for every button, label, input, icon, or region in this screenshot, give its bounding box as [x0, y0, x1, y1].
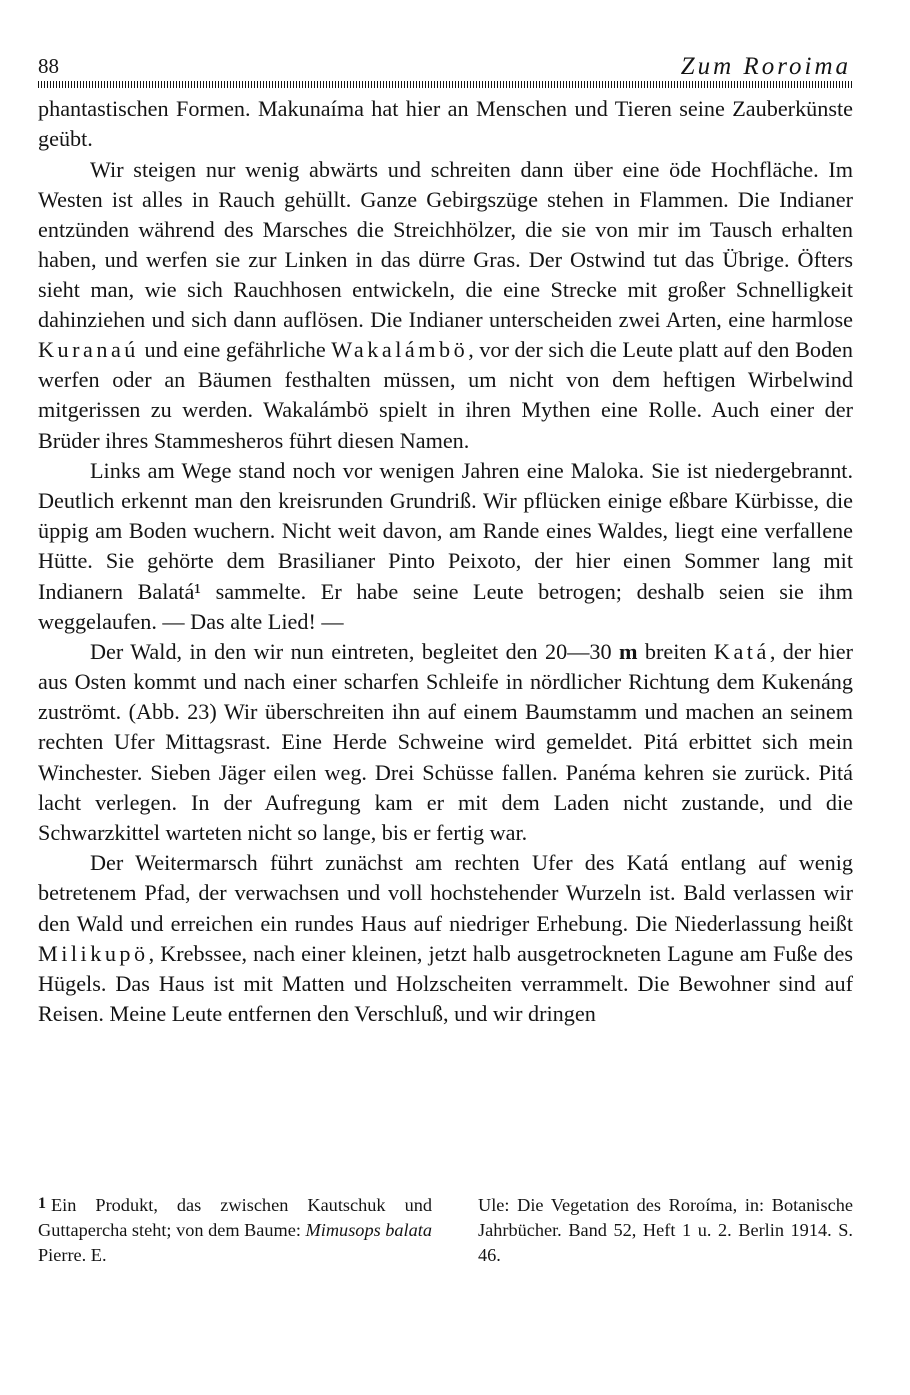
book-page	[38, 0, 853, 1395]
paragraph-1	[38, 94, 853, 154]
body-text	[38, 94, 853, 1029]
page-header	[38, 54, 853, 84]
paragraph-2	[38, 155, 853, 456]
footnote-1-text-b: Pierre. E.	[38, 1245, 107, 1265]
unit-meter: m	[619, 639, 638, 665]
paragraph-4	[38, 637, 853, 848]
footnote-1-right-column	[478, 1193, 853, 1268]
paragraph-2-text-c: , vor der sich die Leute platt auf den Boden werfen oder an Bäumen festhalten müssen, um nicht von dem heftigen Wirbelwind mitgerissen zu werden. Wakalámbö spielt in ihren Mythen eine Rolle. Auch einer der Brüder ihres Stammesheros führt diesen Namen.	[38, 337, 854, 453]
paragraph-5-text-a: Der Weitermarsch führt zunächst am rechten Ufer des Katá entlang auf wenig betretenem Pfad, der verwachsen und voll hochstehender Wurzeln ist. Bald verlassen wir den Wald und erreichen ein rundes Haus auf niedriger Erhebung. Die Niederlassung heißt	[38, 850, 853, 936]
paragraph-4-text-b: breiten	[637, 639, 714, 665]
paragraph-4-text-a: Der Wald, in den wir nun eintreten, begleitet den 20—30	[90, 639, 620, 665]
paragraph-5-text-b: , Krebssee, nach einer kleinen, jetzt halb ausgetrockneten Lagune am Fuße des Hügels. Das Haus ist mit Matten und Holzscheiten verrammelt. Die Bewohner sind auf Reisen. Meine Leute entfernen den Verschluß, und wir dringen	[38, 940, 853, 1026]
term-kata: Katá	[713, 639, 770, 665]
paragraph-3	[38, 456, 853, 637]
footnote-1-text-a: Ein Produkt, das zwischen Kautschuk und Guttapercha steht; von dem Baume:	[38, 1195, 432, 1240]
footnote-1-text-right: Ule: Die Vegetation des Roroíma, in: Botanische Jahrbücher. Band 52, Heft 1 u. 2. Berlin 1914. S. 46.	[478, 1195, 853, 1265]
paragraph-3-text: Links am Wege stand noch vor wenigen Jahren eine Maloka. Sie ist niedergebrannt. Deutlich erkennt man den kreisrunden Grundriß. Wir pflücken einige eßbare Kürbisse, die üppig am Boden wuchern. Nicht weit davon, am Rande eines Waldes, liegt eine verfallene Hütte. Sie gehörte dem Brasilianer Pinto Peixoto, der hier einen Sommer lang mit Indianern Balatá¹ sammelte. Er habe seine Leute betrogen; deshalb seien sie ihm weggelaufen. — Das alte Lied! —	[38, 458, 853, 634]
paragraph-2-text-b: und eine gefährliche	[138, 337, 332, 363]
footnote-marker: 1	[38, 1195, 46, 1212]
paragraph-2-text-a: Wir steigen nur wenig abwärts und schreiten dann über eine öde Hochfläche. Im Westen ist alles in Rauch gehüllt. Ganze Gebirgszüge stehen in Flammen. Die Indianer entzünden während des Marsches die Streichhölzer, die sie von mir im Tausch erhalten haben, und werfen sie zur Linken in das dürre Gras. Der Ostwind tut das Übrige. Öfters sieht man, wie sich Rauchhosen entwickeln, die eine Strecke mit großer Schnelligkeit dahinziehen und sich dann auflösen. Die Indianer unterscheiden zwei Arten, eine harmlose	[38, 156, 853, 333]
term-wakalambo: Wakalámbö	[331, 337, 469, 363]
term-kuranau: Kuranaú	[38, 337, 139, 363]
footnote-1-left-column	[38, 1193, 432, 1268]
paragraph-5	[38, 848, 853, 1029]
paragraph-1-text: phantastischen Formen. Makunaíma hat hier an Menschen und Tieren seine Zauberkünste geübt.	[38, 96, 853, 152]
running-head: Zum Roroima	[680, 53, 851, 80]
footnote-species-name: Mimusops balata	[305, 1220, 432, 1240]
paragraph-4-text-c: , der hier aus Osten kommt und nach einer scharfen Schleife in nördlicher Richtung dem Kukenáng zuströmt. (Abb. 23) Wir überschreiten ihn auf einem Baumstamm und machen an seinem rechten Ufer Mittagsrast. Eine Herde Schweine wird gemeldet. Pitá erbittet sich mein Winchester. Sieben Jäger eilen weg. Drei Schüsse fallen. Panéma kehren sie zurück. Pitá lacht verlegen. In der Aufregung kam er mit dem Laden nicht zustande, und die Schwarzkittel warteten nicht so lange, bis er fertig war.	[38, 639, 853, 845]
term-milikupo: Milikupö	[38, 940, 149, 966]
page-number: 88	[38, 54, 59, 78]
header-rule	[38, 81, 853, 88]
